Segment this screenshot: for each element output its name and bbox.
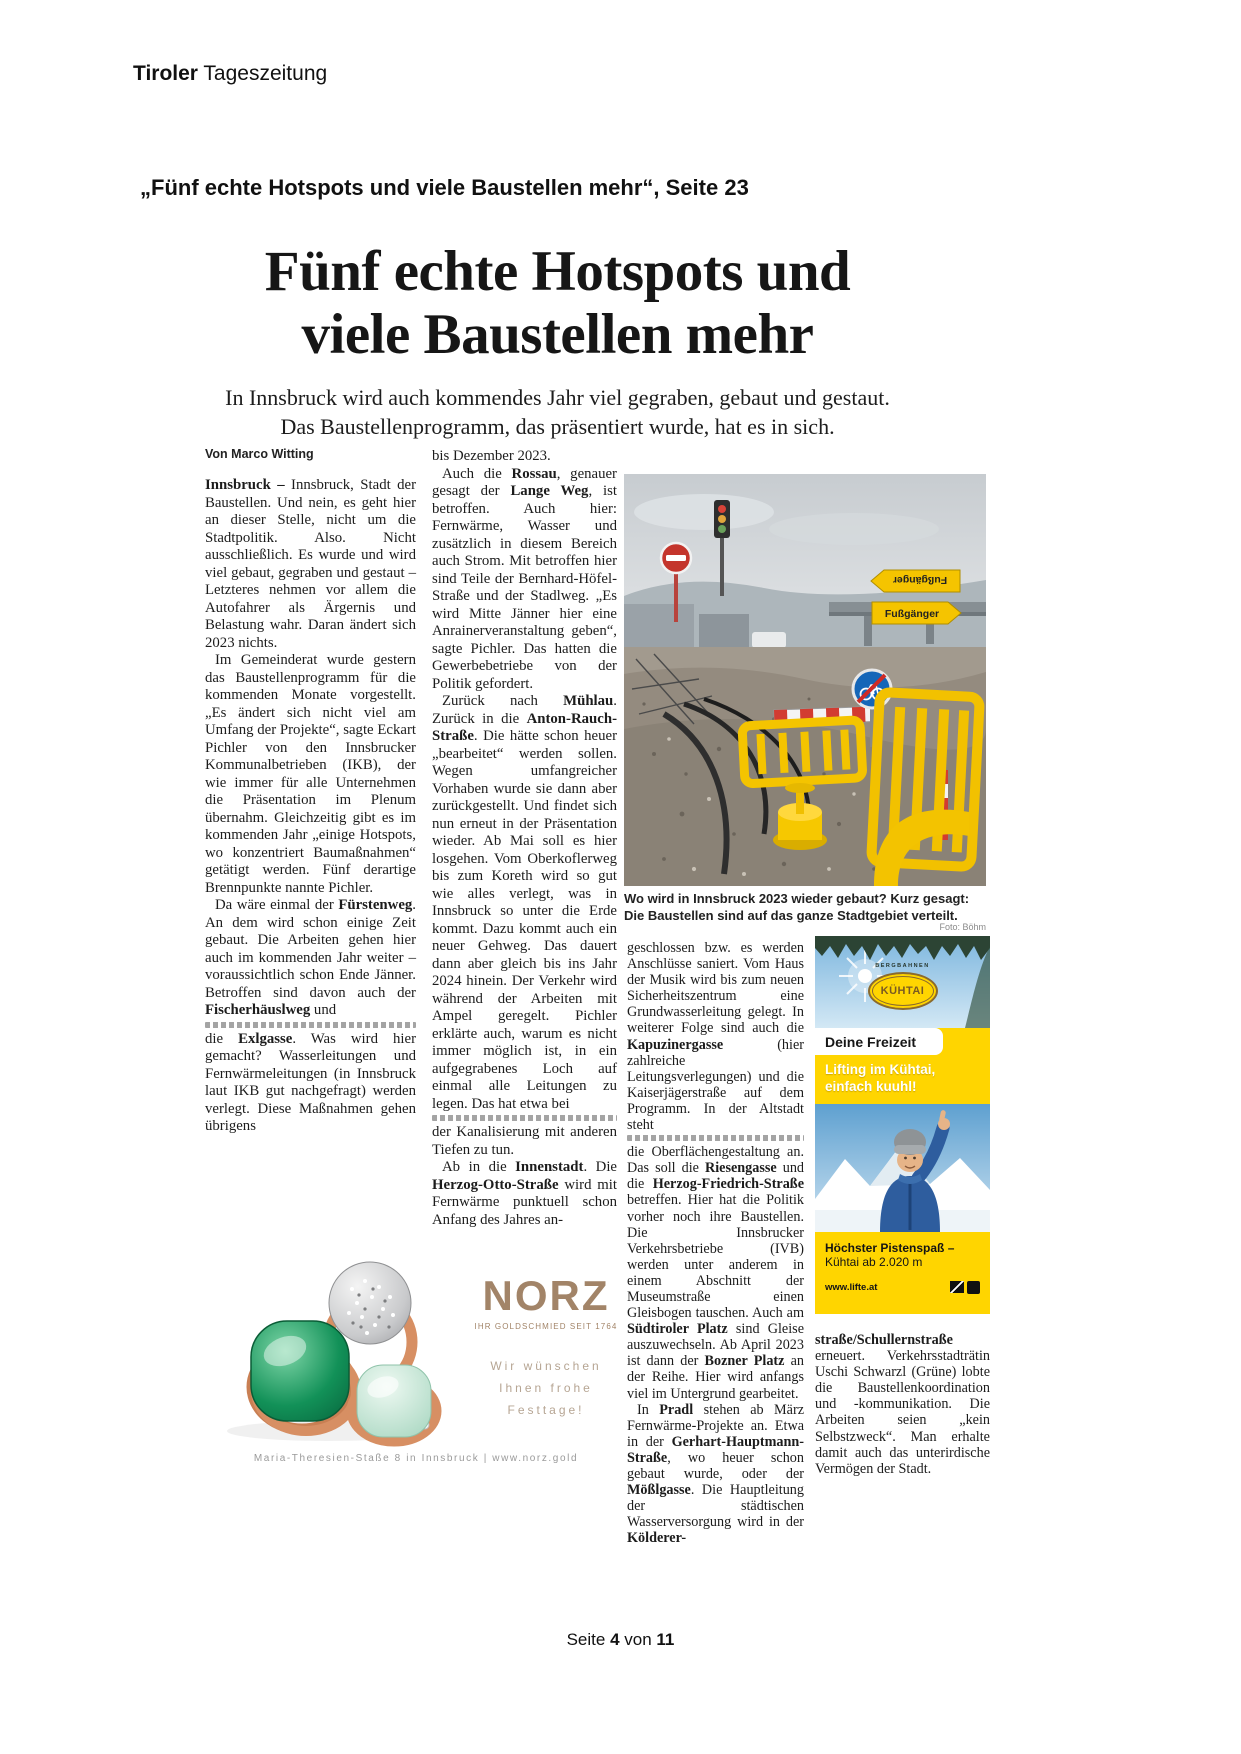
- kuehtai-ad-info: [815, 1232, 990, 1294]
- rings-photo-illustration: [207, 1239, 463, 1447]
- article-column-4: [815, 1332, 990, 1477]
- kuehtai-ad-claim: [815, 1055, 990, 1104]
- article-paragraph: Im Gemeinderat wurde gestern das Baustellenprogramm für die kommenden Monate vorgestellt. „Es ändert sich nicht viel am Umfang der Projekte“, sagte Eckart Pichler von den Innsbrucker Kommunalbetrieben (IKB), der wie immer für alle Unternehmen die Präsentation im Plenum übernahm. Gleichzeitig gibt es im kommenden Jahr „einige Hotspots, wo konzentriert Baumaßnahmen“ getätigt werden. Fünf derartige Brennpunkte nannte Pichler.: [205, 652, 416, 896]
- article-subhead: In Innsbruck wird auch kommendes Jahr viel gegraben, gebaut und gestaut. Das Baustellenprogramm, das präsentiert wurde, hat es in sich.: [225, 385, 890, 439]
- kuehtai-ad-top-photo: [815, 936, 990, 1028]
- skier-photo-illustration: [815, 1104, 990, 1232]
- article-paragraph: bis Dezember 2023.: [432, 448, 551, 464]
- article-paragraph: die Exlgasse. Was wird hier gemacht? Wasserleitungen und Fernwärmeleitungen (in Innsbruck laut IKB gut nachgefragt) werden verlegt. Diese Maßnahmen gehen übrigens: [205, 1030, 416, 1134]
- article-paragraph: In Pradl stehen ab März Fernwärme-Projekte an. Etwa in der Gerhart-Hauptmann-Straße, wo heuer schon gebaut wurde, oder der Mößlgasse. Die Hauptleitung der städtischen Wasserversorgung wird in der Kölderer-: [627, 1401, 804, 1547]
- headline-line-2: viele Baustellen mehr: [301, 303, 814, 366]
- norz-ad: [205, 1237, 627, 1477]
- kuehtai-ad-middle: [815, 1028, 990, 1104]
- article-headline: [210, 240, 905, 366]
- partner-logo-icon: [950, 1281, 964, 1293]
- pedestrian-sign-upper: [871, 570, 960, 592]
- kuehtai-info-line: Kühtai ab 2.020 m: [825, 1255, 923, 1269]
- clipped-line: [205, 1022, 416, 1028]
- article-column-3: [627, 940, 804, 1546]
- greeting-line-3: Festtage!: [507, 1403, 585, 1417]
- kuehtai-brand-top: BERGBAHNEN: [875, 963, 930, 969]
- kuehtai-url: www.lifte.at: [825, 1282, 878, 1293]
- page-footer: [0, 1630, 1241, 1650]
- article-column-1: [205, 477, 416, 1136]
- article-paragraph: Auch die Rossau, genauer gesagt der Lange Weg, ist betroffen. Auch hier: Fernwärme, Wasser und zusätzlich in diesem Bereich auch Strom. Mit betroffen hier sind Teile der Bernhard-Höfel-Straße und der Stadlweg. „Es wird Mitte Jänner hier eine Anrainerveranstaltung geben“, sagte Pichler. Das hatten die Gewerbebetriebe von der Politik gefordert.: [432, 465, 617, 692]
- newspaper-clipping: [205, 240, 990, 1547]
- article-byline: Von Marco Witting: [205, 447, 314, 461]
- kuehtai-logo: [868, 972, 938, 1010]
- photo-caption-text: Wo wird in Innsbruck 2023 wieder gebaut? Kurz gesagt: Die Baustellen sind auf das ganze Stadtgebiet verteilt.: [624, 891, 970, 923]
- footer-label-von: von: [619, 1630, 657, 1649]
- greeting-line-2: Ihnen frohe: [499, 1381, 593, 1395]
- claim-line-2: einfach kuuhl!: [825, 1079, 917, 1094]
- newspaper-masthead: [133, 62, 327, 86]
- headline-line-1: Fünf echte Hotspots und: [264, 240, 851, 303]
- norz-ad-text: [467, 1272, 625, 1421]
- article-paragraph: Ab in die Innenstadt. Die Herzog-Otto-Straße wird mit Fernwärme punktuell schon Anfang des Jahres an-: [432, 1159, 617, 1228]
- pedestrian-sign-label: Fußgänger: [884, 608, 940, 620]
- clipped-line: [432, 1115, 617, 1121]
- norz-logo: NORZ: [482, 1272, 610, 1319]
- norz-greeting: [467, 1355, 625, 1421]
- kuehtai-ad-skier-photo: [815, 1104, 990, 1232]
- pedestrian-sign-lower: [872, 602, 961, 624]
- article-paragraph: geschlossen bzw. es werden Anschlüsse saniert. Vom Haus der Musik wird bis zum neuen Sicherheitszentrum eine Grundwasserleitung gelegt. In weiterer Folge sind auch die Kapuzinergasse (hier zahlreiche Leitungsverlegungen) und die Kaiserjägerstraße auf dem Programm. In der Altstadt steht: [627, 940, 804, 1134]
- norz-address: Maria-Theresien-Staße 8 in Innsbruck | www.norz.gold: [253, 1453, 579, 1464]
- footer-label: Seite: [566, 1630, 611, 1649]
- photo-caption: [624, 890, 986, 932]
- construction-photo: [624, 474, 986, 886]
- footer-page-number: 4: [610, 1630, 620, 1649]
- masthead-bold: Tiroler: [133, 62, 198, 85]
- kuehtai-info-bold: Höchster Pistenspaß –: [825, 1241, 955, 1255]
- clipped-line: [627, 1135, 804, 1141]
- norz-tagline: IHR GOLDSCHMIED SEIT 1764: [474, 1322, 618, 1331]
- construction-photo-illustration: [624, 474, 986, 886]
- kuehtai-ad-headline: Deine Freizeit: [815, 1028, 943, 1055]
- article-paragraph: straße/Schullernstraße erneuert. Verkehrsstadträtin Uschi Schwarzl (Grüne) lobte die Baustellenkoordination und -kommunikation. Die Arbeiten seien „kein Selbstzweck“. Man erhalte damit auch das unterirdische Vermögen der Stadt.: [815, 1332, 990, 1477]
- article-paragraph: Innsbruck – Innsbruck, Stadt der Baustellen. Und nein, es geht hier an dieser Stelle, nicht um die Stadtpolitik. Also. Nicht ausschließlich. Es wurde und wird viel gebaut, gegraben und gestaut – Letzteres nehmen vor allem die Autofahrer als Ärgernis und Belastung wahr. Daran ändert sich 2023 nichts.: [205, 477, 416, 651]
- partner-logos: [950, 1281, 980, 1294]
- article-column-2: [432, 448, 617, 1229]
- claim-line-1: Lifting im Kühtai,: [825, 1062, 936, 1077]
- article-paragraph: die Oberflächengestaltung an. Das soll die Riesengasse und die Herzog-Friedrich-Straße betreffen. Hier hat die Politik vorher noch ihre Baustellen. Die Innsbrucker Verkehrsbetriebe (IVB) werden unter anderem in einem Abschnitt der Museumstraße einen Gleisbogen tauschen. Auch am Südtiroler Platz sind Gleise auszuwechseln. Ab April 2023 ist dann der Bozner Platz an der Reihe. Hier wird anfangs viel im Untergrund gearbeitet.: [627, 1144, 805, 1402]
- greeting-line-1: Wir wünschen: [490, 1359, 602, 1373]
- masthead-regular: Tageszeitung: [197, 62, 328, 85]
- partner-logo-icon: [967, 1281, 980, 1294]
- kuehtai-ad: [815, 936, 990, 1314]
- article-paragraph: Zurück nach Mühlau. Zurück in die Anton-Rauch-Straße. Die hätte schon heuer „bearbeitet“ werden sollen. Wegen umfangreicher Vorhaben wurde sie dann aber zurückgestellt. Und findet sich nun erneut in der Präsentation wieder. Ab Mai soll es hier losgehen. Vom Oberkoflerweg bis zum Koreth wird so gut wie alles verlegt, was in Innsbruck so unter die Erde kommt. Dazu kommt auch ein neuer Gehweg. Das dauert dann aber gleich bis ins Jahr 2024 hinein. Der Verkehr wird während der Arbeiten mit Ampel geregelt. Pichler erklärte auch, warum es nicht immer möglich ist, in ein aufgegrabenes Loch auf einmal alle Leitungen zu legen. Das hat etwa bei: [432, 693, 617, 1112]
- footer-page-total: 11: [656, 1630, 675, 1649]
- pedestrian-sign-label: Fußgänger: [892, 574, 948, 586]
- kuehtai-brand: KÜHTAI: [880, 985, 925, 997]
- reference-headline: „Fünf echte Hotspots und viele Baustellen mehr“, Seite 23: [140, 175, 749, 200]
- photo-credit: Foto: Böhm: [939, 922, 986, 932]
- article-paragraph: Da wäre einmal der Fürstenweg. An dem wird schon einige Zeit gebaut. Die Arbeiten gehen hier auch im kommenden Jahr weiter – voraussichtlich schon Ende Jänner. Betroffen sind davon auch der Fischerhäuslweg und: [205, 897, 416, 1018]
- article-paragraph: der Kanalisierung mit anderen Tiefen zu tun.: [432, 1124, 617, 1158]
